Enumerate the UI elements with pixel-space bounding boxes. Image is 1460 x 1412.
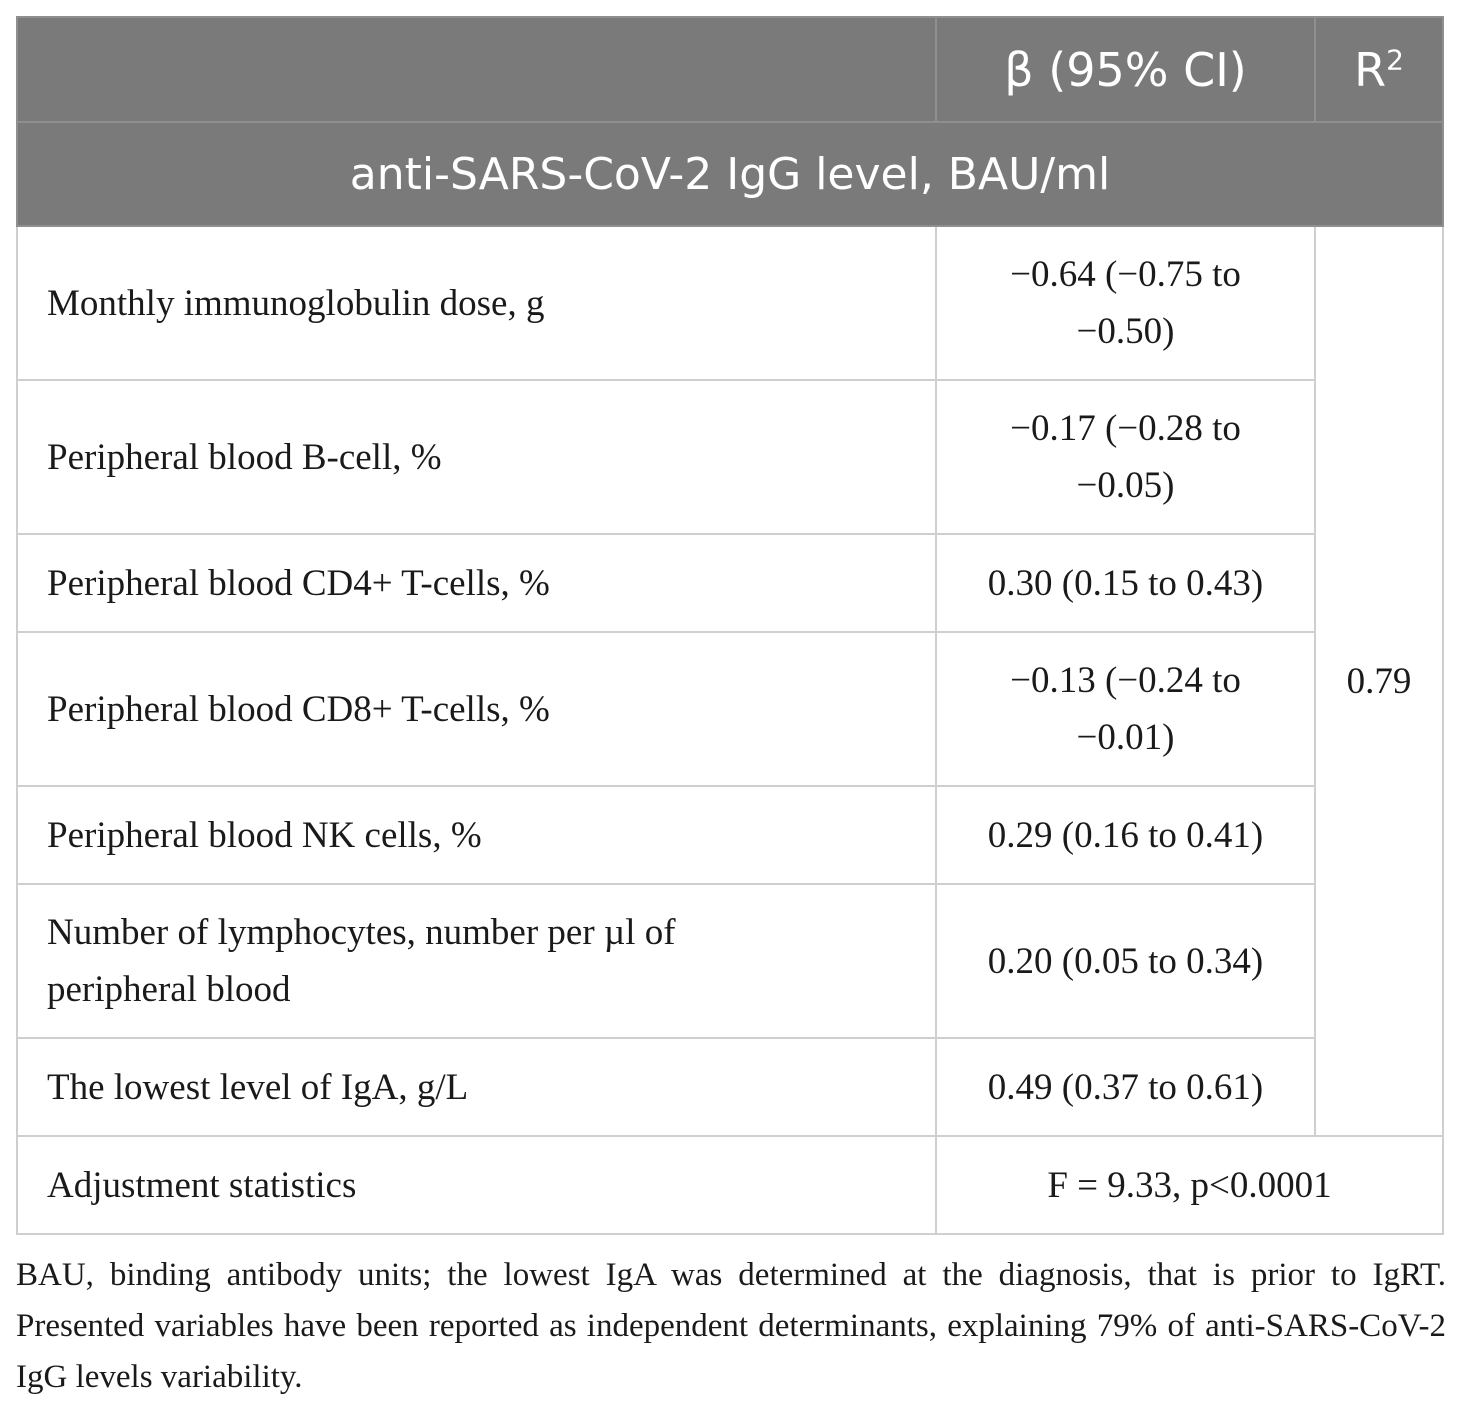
variable-cell: Peripheral blood B-cell, % [17, 380, 936, 534]
beta-cell: 0.49 (0.37 to 0.61) [936, 1038, 1315, 1136]
variable-cell: Peripheral blood CD8+ T-cells, % [17, 632, 936, 786]
table-row [17, 534, 1443, 632]
adjustment-value: F = 9.33, p<0.0001 [936, 1136, 1443, 1234]
table-row [17, 1038, 1443, 1136]
adjustment-label: Adjustment statistics [17, 1136, 936, 1234]
table-row [17, 632, 1443, 786]
table-row [17, 786, 1443, 884]
table-row [17, 380, 1443, 534]
r2-value-cell: 0.79 [1315, 226, 1443, 1136]
table-row [17, 884, 1443, 1038]
beta-header: β (95% CI) [936, 17, 1315, 122]
regression-table [16, 16, 1444, 1235]
variable-cell: Peripheral blood NK cells, % [17, 786, 936, 884]
beta-cell: −0.13 (−0.24 to −0.01) [936, 632, 1315, 786]
header-blank-cell [17, 17, 936, 122]
variable-cell: The lowest level of IgA, g/L [17, 1038, 936, 1136]
variable-cell: Peripheral blood CD4+ T-cells, % [17, 534, 936, 632]
header-row [17, 17, 1443, 122]
outcome-subheader: anti-SARS-CoV-2 IgG level, BAU/ml [17, 122, 1443, 226]
beta-cell: 0.30 (0.15 to 0.43) [936, 534, 1315, 632]
variable-cell: Number of lymphocytes, number per µl of peripheral blood [17, 884, 936, 1038]
beta-cell: 0.29 (0.16 to 0.41) [936, 786, 1315, 884]
beta-cell: 0.20 (0.05 to 0.34) [936, 884, 1315, 1038]
r2-header [1315, 17, 1443, 122]
subheader-row [17, 122, 1443, 226]
variable-cell: Monthly immunoglobulin dose, g [17, 226, 936, 380]
beta-cell: −0.64 (−0.75 to −0.50) [936, 226, 1315, 380]
beta-cell: −0.17 (−0.28 to −0.05) [936, 380, 1315, 534]
table-row [17, 226, 1443, 380]
r2-header-base: R [1354, 42, 1387, 97]
adjustment-row [17, 1136, 1443, 1234]
r2-header-superscript: 2 [1386, 43, 1404, 77]
table-footnote: BAU, binding antibody units; the lowest IgA was determined at the diagnosis, that is prior to IgRT. Presented variables have been reported as independent determinants, explaining 79% of anti-SARS-CoV-2 IgG levels variability. [16, 1257, 1446, 1395]
